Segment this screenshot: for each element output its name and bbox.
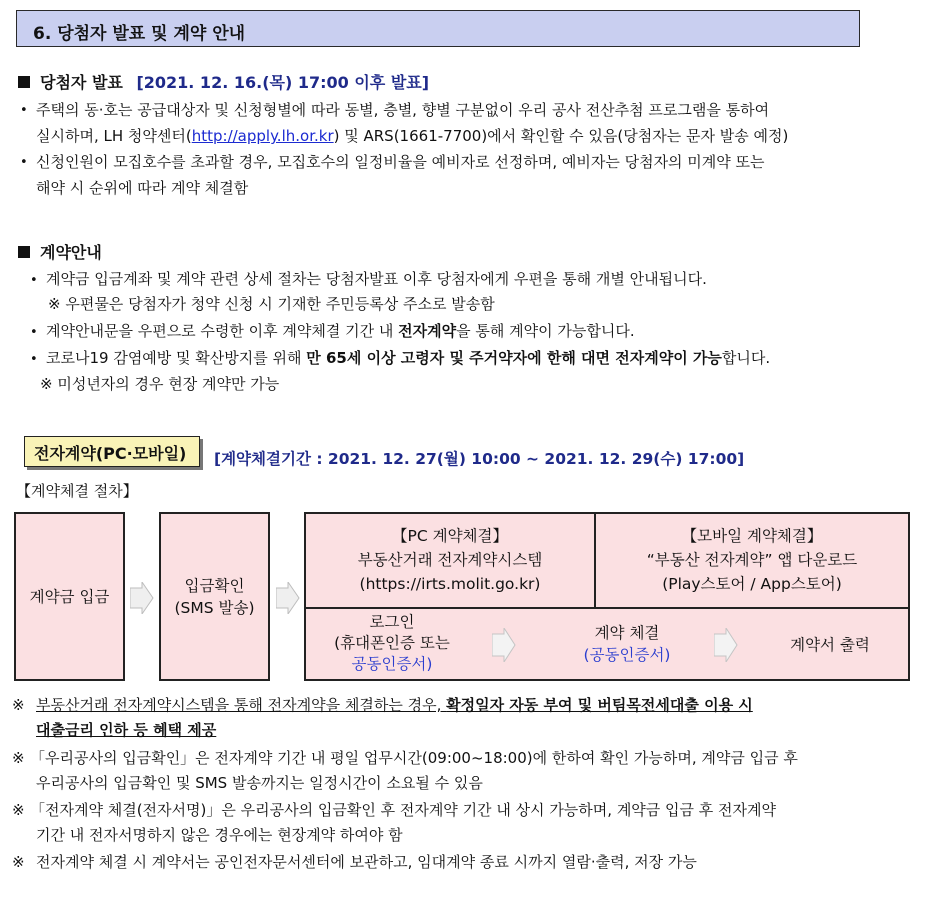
econtract-label-box bbox=[24, 436, 200, 467]
contract-c2-bold: 전자계약 bbox=[398, 322, 457, 340]
procedure-title: 【계약체결 절차】 bbox=[16, 482, 138, 500]
flow-login-l2: (휴대폰인증 또는 bbox=[334, 634, 450, 652]
contract-c3-pre: 코로나19 감염예방 및 확산방지를 위해 bbox=[46, 349, 307, 367]
note-3-line2: 기간 내 전자서명하지 않은 경우에는 현장계약 하여야 함 bbox=[36, 826, 403, 844]
flow-step-deposit-label: 계약금 입금 bbox=[29, 587, 110, 606]
contract-c3-bold: 만 65세 이상 고령자 및 주거약자에 한해 대면 전자계약이 가능 bbox=[306, 349, 722, 367]
chevron-right-icon bbox=[714, 628, 738, 662]
winners-b1-line1: 주택의 동·호는 공급대상자 및 신청형별에 따라 동별, 층별, 향별 구분없이 우리 공사 전산추첨 프로그램을 통하여 bbox=[36, 101, 770, 119]
note-3-line1: 「전자계약 체결(전자서명)」은 우리공사의 입금확인 후 전자계약 기간 내 상시 가능하며, 계약금 입금 후 전자계약 bbox=[30, 801, 777, 819]
bullet-dot: • bbox=[20, 155, 28, 170]
flow-login-l3: 공동인증서) bbox=[351, 655, 433, 673]
lh-apply-link[interactable]: http://apply.lh.or.kr bbox=[191, 127, 334, 145]
note-1-pre: 부동산거래 전자계약시스템을 통해 전자계약을 체결하는 경우, bbox=[36, 696, 447, 714]
contract-c3-post: 합니다. bbox=[721, 349, 771, 367]
flow-step-confirm bbox=[159, 512, 270, 681]
contract-c2-post: 을 통해 계약이 가능합니다. bbox=[456, 322, 635, 340]
winners-b2-line2: 해약 시 순위에 따라 계약 체결함 bbox=[36, 179, 249, 197]
note-1-bold1: 확정일자 자동 부여 및 버팀목전세대출 이용 시 bbox=[446, 696, 753, 714]
contract-c3-note: ※ 미성년자의 경우 현장 계약만 가능 bbox=[40, 375, 280, 393]
flow-step-deposit bbox=[14, 512, 125, 681]
section-title: 6. 당첨자 발표 및 계약 안내 bbox=[33, 24, 246, 44]
flow-login bbox=[312, 612, 472, 675]
winners-heading: 당첨자 발표 bbox=[40, 73, 123, 92]
mobile-contract-app: “부동산 전자계약” 앱 다운로드 bbox=[646, 551, 858, 569]
pc-contract-system: 부동산거래 전자계약시스템 bbox=[357, 551, 543, 569]
square-bullet-icon bbox=[18, 76, 30, 88]
winners-b1-post: ) 및 ARS(1661-7700)에서 확인할 수 있음(당첨자는 문자 발송 예정) bbox=[333, 127, 789, 145]
flow-sign bbox=[542, 622, 712, 666]
contract-heading: 계약안내 bbox=[40, 243, 102, 262]
mobile-contract-store: (Play스토어 / App스토어) bbox=[662, 575, 842, 593]
pc-contract-url: (https://irts.molit.go.kr) bbox=[359, 575, 541, 593]
winners-b2-line1: 신청인원이 모집호수를 초과할 경우, 모집호수의 일정비율을 예비자로 선정하며, 예비자는 당첨자의 미계약 또는 bbox=[36, 153, 765, 171]
contract-c1: 계약금 입금계좌 및 계약 관련 상세 절차는 당첨자발표 이후 당첨자에게 우편을 통해 개별 안내됩니다. bbox=[46, 270, 707, 288]
note-4: 전자계약 체결 시 계약서는 공인전자문서센터에 보관하고, 임대계약 종료 시까지 열람·출력, 저장 가능 bbox=[36, 853, 697, 871]
note-mark: ※ bbox=[12, 853, 25, 871]
square-bullet-icon bbox=[18, 246, 30, 258]
flow-step-confirm-l2: (SMS 발송) bbox=[174, 598, 255, 617]
bullet-dot: • bbox=[30, 273, 38, 288]
note-mark: ※ bbox=[12, 696, 25, 714]
note-mark: ※ bbox=[12, 801, 25, 819]
note-1-bold2: 대출금리 인하 등 혜택 제공 bbox=[36, 721, 217, 739]
winners-date: [2021. 12. 16.(목) 17:00 이후 발표] bbox=[136, 73, 430, 92]
note-mark: ※ bbox=[12, 749, 25, 767]
bullet-dot: • bbox=[30, 352, 38, 367]
pc-contract-title: 【PC 계약체결】 bbox=[392, 527, 508, 545]
flow-step-confirm-l1: 입금확인 bbox=[184, 576, 245, 595]
note-1-line1 bbox=[36, 694, 753, 716]
winners-b1-line2 bbox=[36, 125, 788, 147]
contract-heading-row bbox=[18, 240, 102, 263]
section-header bbox=[16, 10, 860, 47]
contract-c2-pre: 계약안내문을 우편으로 수령한 이후 계약체결 기간 내 bbox=[46, 322, 399, 340]
contract-c1-note: ※ 우편물은 당첨자가 청약 신청 시 기재한 주민등록상 주소로 발송함 bbox=[48, 295, 495, 313]
econtract-period: [계약체결기간 : 2021. 12. 27(월) 10:00 ~ 2021. 12. 29(수) 17:00] bbox=[214, 450, 745, 468]
divider bbox=[306, 607, 908, 609]
note-2-line1: 「우리공사의 입금확인」은 전자계약 기간 내 평일 업무시간(09:00~18:00)에 한하여 확인 가능하며, 계약금 입금 후 bbox=[30, 749, 798, 767]
flow-sign-l1: 계약 체결 bbox=[594, 624, 660, 642]
contract-c3 bbox=[46, 347, 770, 369]
chevron-right-icon bbox=[492, 628, 516, 662]
flow-print: 계약서 출력 bbox=[790, 636, 870, 654]
econtract-label: 전자계약(PC·모바일) bbox=[34, 444, 187, 463]
winners-b1-pre: 실시하며, LH 청약센터( bbox=[36, 127, 192, 145]
contract-c2 bbox=[46, 320, 635, 342]
mobile-contract-panel bbox=[596, 524, 908, 596]
note-1-line2 bbox=[36, 719, 216, 741]
winners-heading-row bbox=[18, 70, 429, 93]
pc-contract-panel bbox=[306, 524, 594, 596]
mobile-contract-title: 【모바일 계약체결】 bbox=[681, 527, 823, 545]
chevron-right-icon bbox=[130, 582, 154, 614]
flow-sign-l2: (공동인증서) bbox=[583, 646, 671, 664]
bullet-dot: • bbox=[20, 103, 28, 118]
flow-login-l1: 로그인 bbox=[369, 613, 415, 631]
chevron-right-icon bbox=[276, 582, 300, 614]
bullet-dot: • bbox=[30, 325, 38, 340]
flow-contract-block bbox=[304, 512, 910, 681]
note-2-line2: 우리공사의 입금확인 및 SMS 발송까지는 일정시간이 소요될 수 있음 bbox=[36, 774, 483, 792]
